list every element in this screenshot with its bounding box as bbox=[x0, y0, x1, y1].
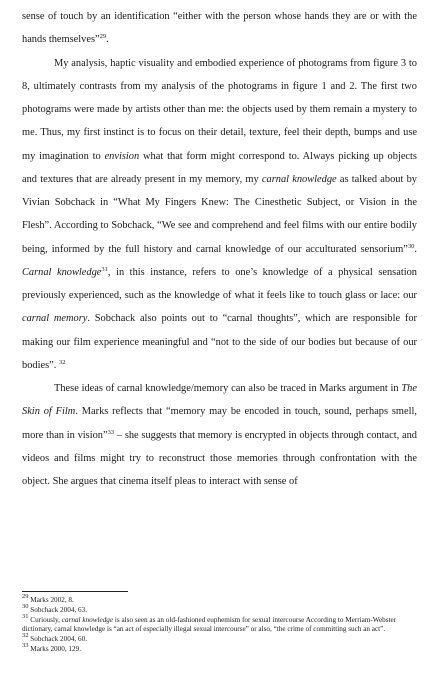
footnote-ref: 31 bbox=[101, 265, 108, 273]
italic-text: carnal knowledge bbox=[261, 173, 337, 185]
text-run: Sobchack 2004, 60. bbox=[28, 635, 87, 644]
paragraph bbox=[22, 377, 417, 493]
footnote-ref: 29 bbox=[99, 33, 107, 41]
footnote bbox=[22, 612, 417, 636]
text-run: sense of touch by an identification “either with the person whose hands they are or with the hands themselves” bbox=[22, 11, 417, 46]
text-run: Curiously, bbox=[28, 615, 62, 624]
footnote-separator bbox=[22, 591, 128, 592]
footnote-ref: 30 bbox=[22, 602, 29, 610]
text-run: as talked about by Vivian Sobchack in “What My Fingers Knew: The Cinesthetic Subject, or Vision in the Flesh”. According to Sobchack, “We see and comprehend and feel films with our entire bodily being, informed by the full history and carnal knowledge of our acculturated sensorium” bbox=[22, 173, 417, 255]
text-run: Sobchack 2004, 63. bbox=[28, 605, 87, 614]
italic-text: envision bbox=[104, 150, 140, 162]
text-run: – she suggests that memory is encrypted in objects through contact, and videos and films might try to reconstruct those memories through confrontation with the object. She argues that cinema itself pleas to interact with sense of bbox=[22, 429, 417, 487]
text-run: . bbox=[414, 243, 417, 255]
text-run: . Marks reflects that “memory may be encoded in touch, sound, perhaps smell, more than in vision” bbox=[22, 406, 418, 441]
text-run: These ideas of carnal knowledge/memory can also be traced in Marks argument in bbox=[54, 383, 402, 394]
text-run: is also seen as an old-fashioned euphemism for sexual intercourse According to Merriam-Webster dictionary, carnal knowledge is “an act of especially illegal sexual intercourse” or also, “the crime of committing such an act”. bbox=[22, 615, 397, 634]
text-run: Marks 2000, 129. bbox=[28, 644, 82, 653]
footnote-ref: 32 bbox=[58, 358, 66, 366]
footnote bbox=[22, 632, 417, 645]
body-text bbox=[22, 5, 417, 493]
footnote-ref: 31 bbox=[22, 612, 29, 620]
paragraph bbox=[22, 5, 417, 52]
text-run: My analysis, haptic visuality and embodied experience of photograms from figure 3 to 8, ultimately contrasts from my analysis of the photograms in figure 1 and 2. The first two photograms were made by artists other than me: the objects used by them remain a mystery to me. Thus, my first instinct is to focus on their detail, texture, feel their depth, bumps and use my imagination to bbox=[22, 57, 417, 162]
text-run: . bbox=[106, 34, 109, 46]
italic-text: The Skin of Film bbox=[22, 383, 417, 418]
text-run: what that form might correspond to. Always picking up objects and textures that are already present in my memory, my bbox=[22, 150, 417, 185]
footnote bbox=[22, 593, 417, 606]
footnote bbox=[22, 641, 417, 655]
footnotes bbox=[22, 593, 417, 655]
footnote bbox=[22, 602, 417, 616]
footnote-ref: 32 bbox=[22, 632, 29, 640]
footnote-ref: 30 bbox=[407, 242, 415, 250]
footnote-ref: 29 bbox=[22, 593, 29, 600]
text-run: . Sobchack also points out to “carnal thoughts”, which are responsible for making our film experience meaningful and “not to the side of our bodies but because of our bodies”. bbox=[22, 313, 417, 371]
text-run: , in this instance, refers to one’s knowledge of a physical sensation previously experienced, such as the knowledge of what it feels like to touch glass or lace: our bbox=[22, 266, 417, 301]
italic-text: carnal knowledge bbox=[61, 615, 114, 624]
italic-text: carnal memory bbox=[22, 313, 88, 325]
footnote-ref: 33 bbox=[22, 641, 29, 649]
italic-text: Carnal knowledge bbox=[22, 266, 102, 278]
text-run: Marks 2002, 8. bbox=[28, 596, 74, 604]
footnote-ref: 33 bbox=[107, 428, 115, 436]
paragraph bbox=[22, 52, 417, 378]
